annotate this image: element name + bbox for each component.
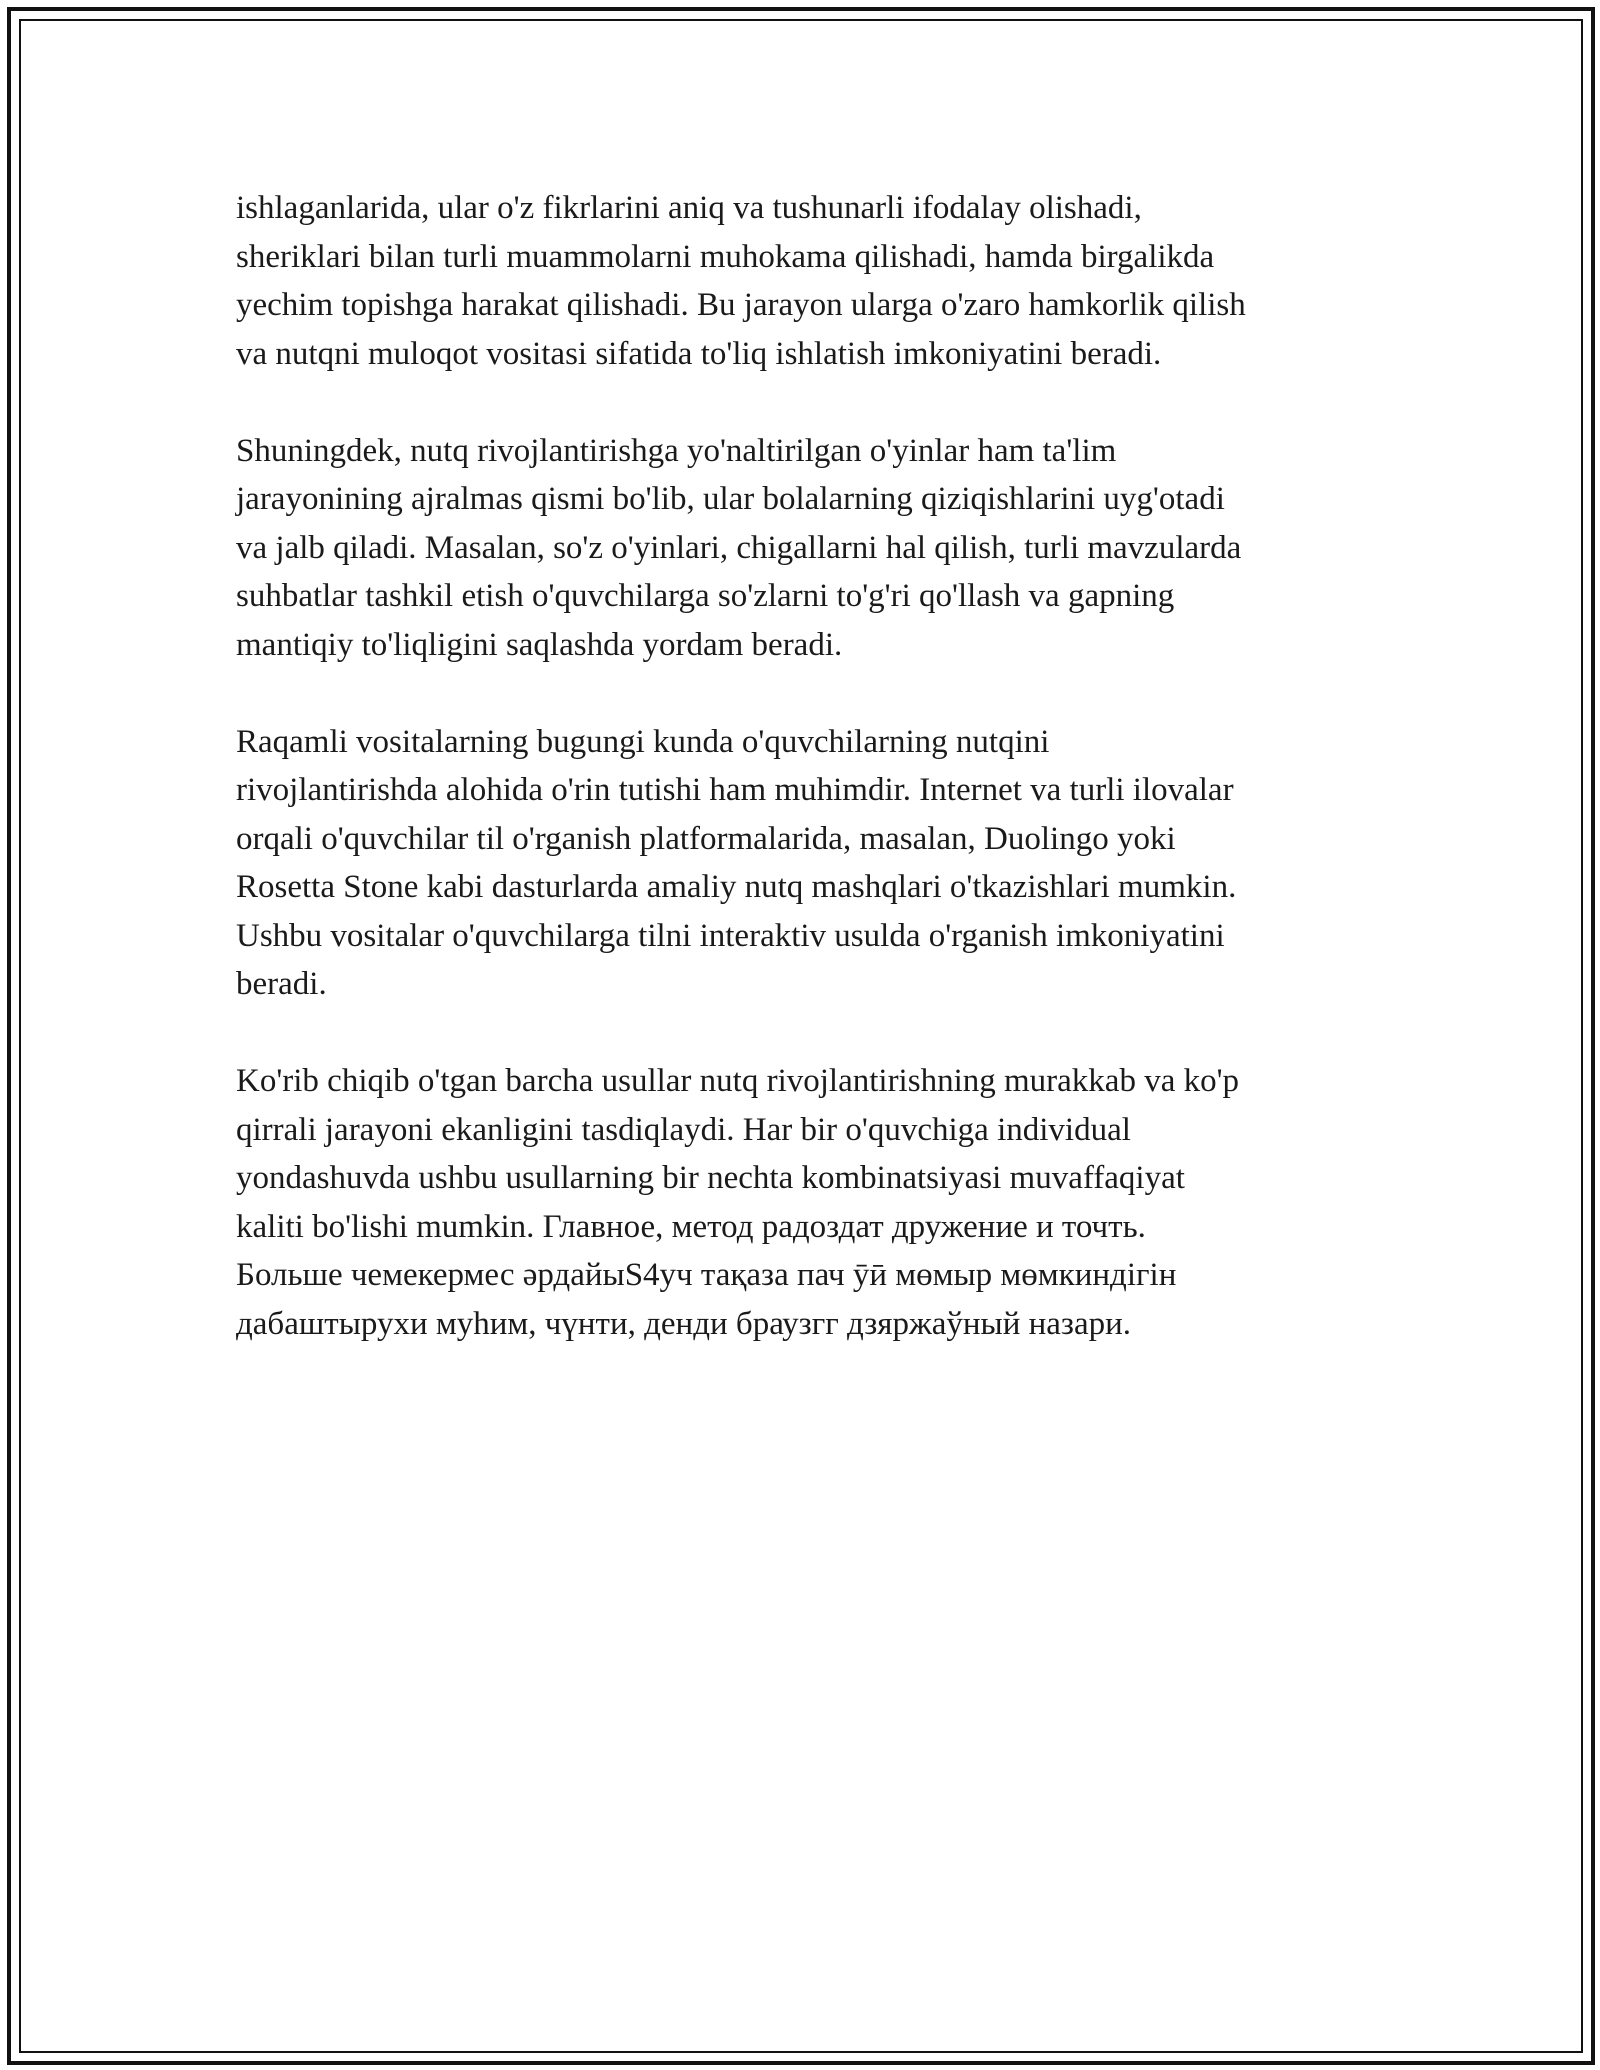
paragraph-3: Raqamli vositalarning bugungi kunda o'quvchilarning nutqini rivojlantirishda alohida o'rin tutishi ham muhimdir. Internet va turli ilovalar orqali o'quvchilar til o'rganish platformalarida, masalan, Duolingo yoki Rosetta Stone kabi dasturlarda amaliy nutq mashqlari o'tkazishlari mumkin. Ushbu vositalar o'quvchilarga tilni interaktiv usulda o'rganish imkoniyatini beradi. [236,723,1237,1002]
paragraph-1: ishlaganlarida, ular o'z fikrlarini aniq va tushunarli ifodalay olishadi, sheriklari bilan turli muammolarni muhokama qilishadi, hamda birgalikda yechim topishga harakat qilishadi. Bu jarayon ularga o'zaro hamkorlik qilish va nutqni muloqot vositasi sifatida to'liq ishlatish imkoniyatini beradi. [236,190,1246,372]
document-body [236,184,1376,1397]
paragraph-4: Ko'rib chiqib o'tgan barcha usullar nutq rivojlantirishning murakkab va ko'p qirrali jarayoni ekanligini tasdiqlaydi. Har bir o'quvchiga individual yondashuvda ushbu usullarning bir nechta kombinatsiyasi muvaffaqiyat kaliti bo'lishi mumkin. Главное, метод радоздат дружение и точть. Больше чемекермес әрдайыS4уч тақаза пач ӯӣ мөмыр мөмкиндігін дабаштырухи муһим, чүнти, денди браузгг дзяржаўный назари. [236,1063,1240,1342]
paragraph-2: Shuningdek, nutq rivojlantirishga yo'naltirilgan o'yinlar ham ta'lim jarayonining ajralmas qismi bo'lib, ular bolalarning qiziqishlarini uyg'otadi va jalb qiladi. Masalan, so'z o'yinlari, chigallarni hal qilish, turli mavzularda suhbatlar tashkil etish o'quvchilarga so'zlarni to'g'ri qo'llash va gapning mantiqiy to'liqligini saqlashda yordam beradi. [236,432,1242,663]
